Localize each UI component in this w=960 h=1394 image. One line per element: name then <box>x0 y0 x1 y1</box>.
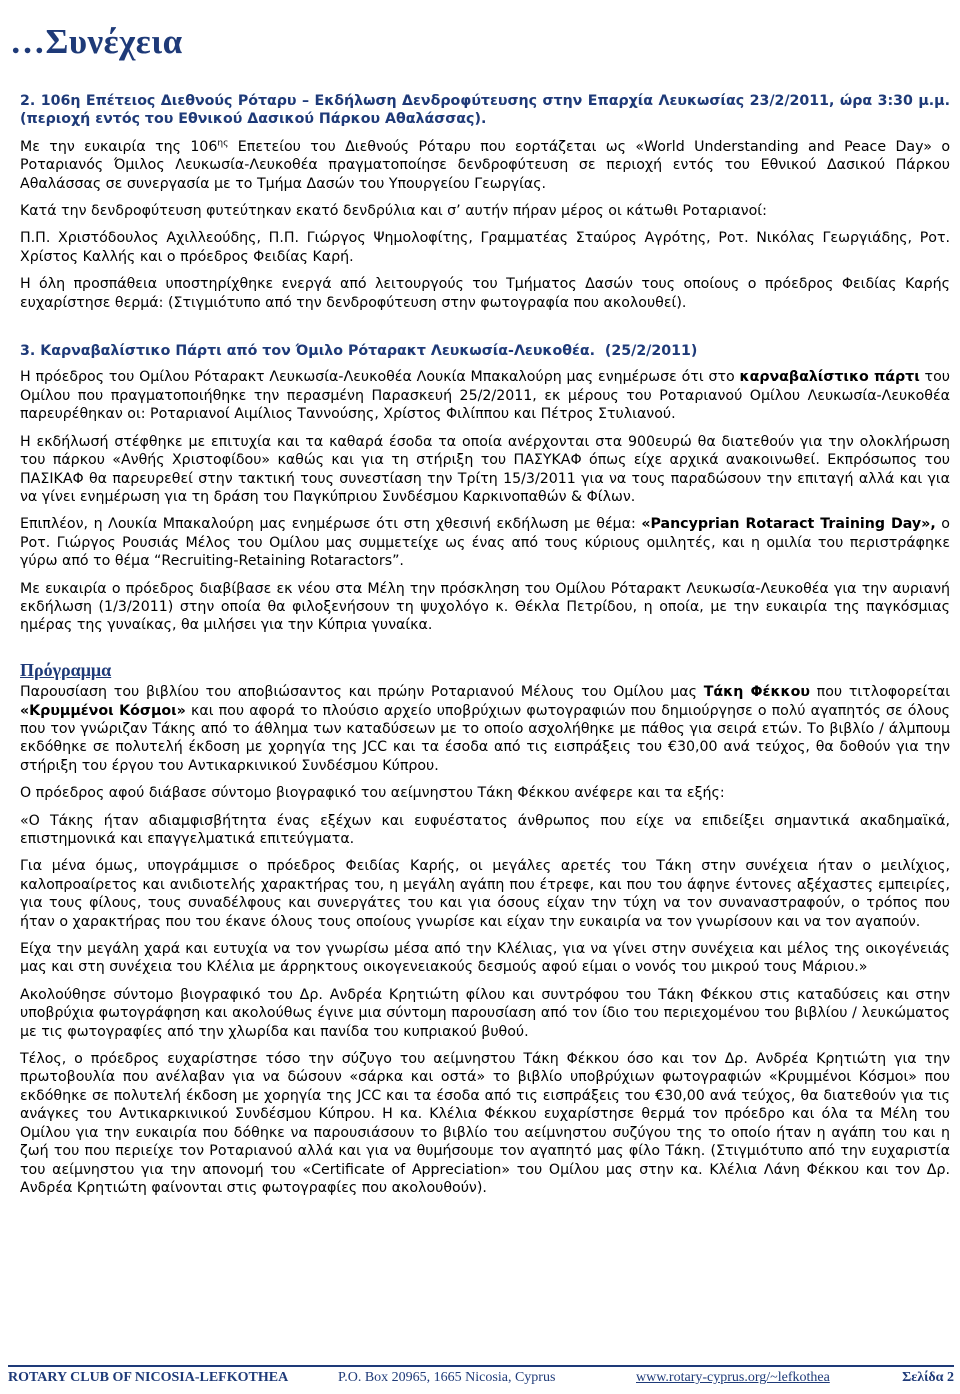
footer-address: P.O. Box 20965, 1665 Nicosia, Cyprus <box>338 1370 556 1385</box>
section-heading-2: 2. 106η Επέτειος Διεθνούς Ρόταρυ – Εκδήλωση Δενδροφύτευσης στην Επαρχία Λευκωσίας 23/2/2011, ώρα 3:30 μ.μ. (περιοχή εντός του Εθνικού Δασικού Πάρκου Αθαλάσσας). <box>20 93 950 128</box>
section-date: (25/2/2011) <box>604 343 698 360</box>
footer-website-link[interactable]: www.rotary-cyprus.org/~lefkothea <box>636 1370 830 1385</box>
page-footer <box>8 1365 954 1391</box>
paragraph: Τέλος, ο πρόεδρος ευχαρίστησε τόσο την σύζυγο του αείμνηστου Τάκη Φέκκου όσο και τον Δρ. Ανδρέα Κρητιώτη για την πρωτοβουλία που ανέλαβαν για να δώσουν «σάρκα και οστά» το βιβλίο υποβρύχιων φωτογραφιών «Κρυμμένοι Κόσμοι» που εκδόθηκε σε πολυτελή έκδοση με χορηγία της JCC και τα έσοδα από τις εισπράξεις του €30,00 ανά τεύχος, θα διατεθούν για τις ανάγκες του Αντικαρκινικού Συνδέσμου Κύπρου. Η κα. Κλέλια Φέκκου ευχαρίστησε θερμά τον πρόεδρο και όλα τα Μέλη του Ομίλου για την ευκαιρία που δόθηκε να παρουσιάσουν το βιβλίο του αείμνηστου συζύγου της το οποίο ήταν η αγάπη του και η ζωή του που περιείχε τον Ροταριανού αλλά και για να θυμήσουμε τον αγαπητό μας φίλο Τάκη. (Στιγμιότυπο από την ευχαριστία του αείμνηστου για την απονομή του «Certificate of Appreciation» του Ομίλου μας στην κα. Κλέλια Λάνη Φέκκου και τον Δρ. Ανδρέα Κρητιώτη φαίνονται στις φωτογραφίες που ακολουθούν). <box>20 1051 950 1196</box>
footer-club-name: ROTARY CLUB OF NICOSIA-LEFKOTHEA <box>8 1370 289 1385</box>
paragraph: Για μένα όμως, υπογράμμισε ο πρόεδρος Φειδίας Καρής, οι μεγάλες αρετές του Τάκη στην συνέχεια ήταν ο μειλίχιος, καλοπροαίρετος και ανιδιοτελής χαρακτήρας του, η μεγάλη αγάπη που έτρεφε, και που του άφηνε έντονες αξέχαστες εμπειρίες, για τους φίλους, τους συναδέλφους και συνεργάτες του και για όσους είχαν την τύχη να τον συναναστραφούν, ο τρόπος που ήταν ο χαρακτήρας που του έκανε όλους τους οποίους γνωρίσε και είχαν την ευκαιρία να τον γνωρίσουν και να τον αγαπούν. <box>20 858 950 930</box>
ordinal-suffix: ης <box>217 138 229 149</box>
paragraph: Με την ευκαιρία της $106^{\eta\varsigma}$ Επετείου του Διεθνούς Ρόταρυ που εορτάζεται ως «World Understanding and Peace Day» ο Ρoταριανός Όμιλος Λευκωσία-Λευκοθέα πραγματοποίησε δενδροφύτευση σε περιοχή εντός του Εθνικού Δασικού Πάρκου Αθαλάσσας σε συνεργασία με το Τμήμα Δασών του Υπουργείου Γεωργίας. <box>20 138 950 192</box>
paragraph: Η εκδήλωσή στέφθηκε με επιτυχία και τα καθαρά έσοδα τα οποία ανέρχονται στα 900ευρώ θα διατεθούν για την ολοκλήρωση του πάρκου «Ανθής Χριστοφίδου» καθώς και για τη στήριξη του ΠΑΣΥΚΑΦ όπως είχε αρχικά ανακοινωθεί. Εκπρόσωπος του ΠΑΣΙΚΑΦ θα παρευρεθεί στην τακτική τους συνεστίαση την Τρίτη 15/3/2011 για να τους παραδώσουν την επιταγή αλλά και για να γίνει ενημέρωση για τη δράση του Παγκύπριου Συνδέσμου Καρκινοπαθών & Φίλων. <box>20 433 950 505</box>
paragraph: «Ο Τάκης ήταν αδιαμφισβήτητα ένας εξέχων και ευφυέστατος άνθρωπος που είχε να επιδείξει σημαντικά ακαδημαϊκά, επιστημονικά και επαγγελματικά επιτεύγματα. <box>20 812 950 847</box>
paragraph: Παρουσίαση του βιβλίου του αποβιώσαντος και πρώην Ροταριανού Μέλους του Ομίλου μας Τάκη Φέκκου που τιτλοφορείται «Κρυμμένοι Κόσμοι» και που αφορά το πλούσιο αρχείο υποβρύχιων φωτογραφιών που δημιούργησε ο πολύ αγαπητός σε όλους που τον γνώριζαν Τάκης από το άθλημα των καταδύσεων με το οποίο ασχολήθηκε με πάθος για σειρά ετών. Το βιβλίο / άλμπουμ εκδόθηκε σε πολυτελή έκδοση με χορηγία της JCC και τα έσοδα από τις εισπράξεις του €30,00 ανά τεύχος, θα δοθούν για την στήριξη του έργου του Αντικαρκινικού Συνδέσμου Κύπρου. <box>20 684 951 774</box>
paragraph: Είχα την μεγάλη χαρά και ευτυχία να τον γνωρίσω μέσα από την Κλέλιας, για να γίνει στην συνέχεια και μέλος της οικογένειάς μας και στη συνέχεια του Κλέλια με άρρηκτους οικογενειακούς δεσμούς αφού είμαι ο νονός του μικρού τους Μάριου.» <box>20 941 950 976</box>
page-title: …Συνέχεια <box>10 22 183 61</box>
section-heading-3: 3. Καρναβαλίστικο Πάρτι από τον Όμιλο Ρόταρακτ Λευκωσία-Λευκοθέα. (25/2/2011) <box>20 343 698 360</box>
paragraph: Π.Π. Χριστόδουλος Αχιλλεούδης, Π.Π. Γιώργος Ψημολοφίτης, Γραμματέας Σταύρος Αγρότης, Ροτ. Νικόλας Γεωργιάδης, Ροτ. Χρίστος Καλλής και ο πρόεδρος Φειδίας Καρή. <box>20 230 950 265</box>
paragraph: Ο πρόεδρος αφού διάβασε σύντομο βιογραφικό του αείμνηστου Τάκη Φέκκου ανέφερε και τα εξής: <box>20 785 725 802</box>
paragraph: Με ευκαιρία ο πρόεδρος διαβίβασε εκ νέου στα Μέλη την πρόσκληση του Ομίλου Ρόταρακτ Λευκωσία-Λευκοθέα για την αυριανή εκδήλωση (1/3/2011) στην οποία θα φιλοξενήσουν τη ψυχολόγο κ. Θέκλα Πετρίδου, η οποία, με την ευκαιρία της παγκόσμιας ημέρας της γυναίκας, θα μιλήσει για την Κύπρια γυναίκα. <box>20 580 950 634</box>
programme-heading: Πρόγραμμα <box>20 659 112 680</box>
paragraph: Η όλη προσπάθεια υποστηρίχθηκε ενεργά από λειτουργούς του Τμήματος Δασών τους οποίους ο πρόεδρος Φειδίας Καρής ευχαρίστησε θερμά: (Στιγμιότυπο από την δενδροφύτευση στην φωτογραφία που ακολουθεί). <box>20 276 950 311</box>
footer-page-number: Σελίδα 2 <box>902 1370 954 1385</box>
document-body <box>20 92 950 1206</box>
paragraph: Κατά την δενδροφύτευση φυτεύτηκαν εκατό δενδρύλια και σ’ αυτήν πήραν μέρος οι κάτωθι Ροταριανοί: <box>20 203 767 220</box>
paragraph: Η πρόεδρος του Ομίλου Ρόταρακτ Λευκωσία-Λευκοθέα Λουκία Μπακαλούρη μας ενημέρωσε ότι στο καρναβαλίστικο πάρτι του Ομίλου που πραγματοποιήθηκε την περασμένη Παρασκευή 25/2/2011, εκ μέρους του Ροταριανού Ομίλου Λευκωσία-Λευκοθέα παρευρέθηκαν οι: Ροταριανοί Αιμίλιος Ταννούσης, Χρίστος Φιλίππου και Πέτρος Στυλιανού. <box>20 369 950 423</box>
paragraph: Ακολούθησε σύντομο βιογραφικό του Δρ. Ανδρέα Κρητιώτη φίλου και συντρόφου του Τάκη Φέκκου στις καταδύσεις και στην υποβρύχια φωτογράφηση και ακολούθως έγινε μια σύντομη παρουσίαση από τον ίδιο του περιεχομένου του βιβλίου / λευκώματος με τις φωτογραφίες από την χλωρίδα και πανίδα του κυπριακού βυθού. <box>20 986 950 1040</box>
paragraph: Επιπλέον, η Λουκία Μπακαλούρη μας ενημέρωσε ότι στη χθεσινή εκδήλωση με θέμα: «Pancyprian Rotaract Training Day», ο Ροτ. Γιώργος Ρουσιάς Μέλος του Ομίλου μας συμμετείχε ως ένας από τους κύριους ομιλητές, και η ομιλία του περιστράφηκε γύρω από το θέμα “Recruiting-Retaining Rotaractors”. <box>20 516 950 570</box>
